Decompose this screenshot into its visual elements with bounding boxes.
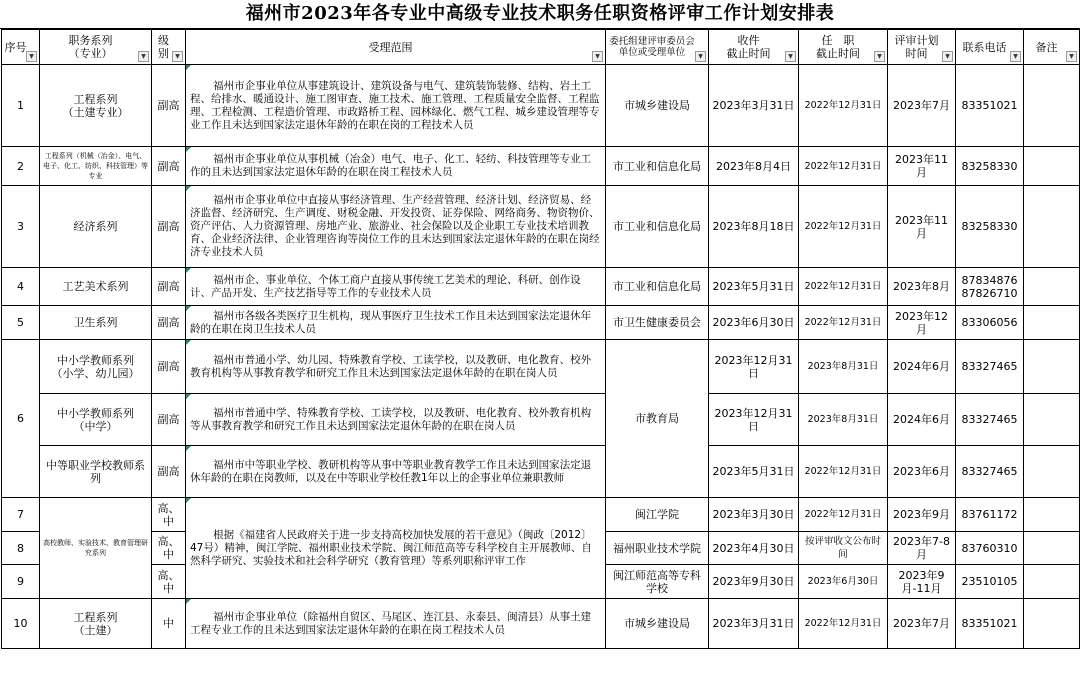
cell-unit[interactable]: 市工业和信息化局	[606, 268, 709, 306]
cell-deadline[interactable]: 2023年3月30日	[709, 498, 799, 532]
cell-seq[interactable]: 6	[2, 340, 40, 498]
cell-review[interactable]: 2024年6月	[888, 394, 956, 446]
cell-note[interactable]	[1024, 446, 1080, 498]
cell-note[interactable]	[1024, 599, 1080, 649]
cell-seq[interactable]: 3	[2, 186, 40, 268]
schedule-table	[1, 29, 1080, 649]
cell-note[interactable]	[1024, 565, 1080, 599]
cell-tenure[interactable]: 2022年12月31日	[799, 599, 888, 649]
cell-note[interactable]	[1024, 306, 1080, 340]
cell-review[interactable]: 2023年11月	[888, 147, 956, 186]
cell-deadline[interactable]: 2023年9月30日	[709, 565, 799, 599]
dropdown-arrow-icon[interactable]: ▼	[695, 51, 706, 62]
cell-phone[interactable]: 83327465	[956, 340, 1024, 394]
cell-level[interactable]: 中	[152, 599, 186, 649]
cell-scope[interactable]: 福州市企事业单位从事机械（冶金）电气、电子、化工、轻纺、科技管理等专业工作的且未达到国家法定退休年龄的在职在岗工程技术人员	[186, 147, 606, 186]
sheet-title: 福州市2023年各专业中高级专业技术职务任职资格评审工作计划安排表	[0, 0, 1080, 29]
cell-level[interactable]: 高、中	[152, 532, 186, 565]
header-unit[interactable]: 委托组建评审委员会单位或受理单位 ▼	[606, 30, 709, 65]
cell-review[interactable]: 2024年6月	[888, 340, 956, 394]
cell-unit[interactable]: 福州职业技术学院	[606, 532, 709, 565]
cell-tenure[interactable]: 2023年6月30日	[799, 565, 888, 599]
cell-note[interactable]	[1024, 394, 1080, 446]
cell-series[interactable]: 卫生系列	[40, 306, 152, 340]
cell-scope[interactable]: 福州市普通小学、幼儿园、特殊教育学校、工读学校，以及教研、电化教育、校外教育机构等从事教育教学和研究工作且未达到国家法定退休年龄的在职在岗人员	[186, 340, 606, 394]
cell-deadline[interactable]: 2023年12月31日	[709, 394, 799, 446]
cell-phone[interactable]: 83760310	[956, 532, 1024, 565]
cell-tenure[interactable]: 2022年12月31日	[799, 186, 888, 268]
cell-note[interactable]	[1024, 65, 1080, 147]
cell-unit[interactable]: 市教育局	[606, 340, 709, 498]
dropdown-arrow-icon[interactable]: ▼	[942, 51, 953, 62]
cell-unit[interactable]: 市工业和信息化局	[606, 147, 709, 186]
dropdown-arrow-icon[interactable]: ▼	[26, 51, 37, 62]
cell-review[interactable]: 2023年12月	[888, 306, 956, 340]
cell-phone[interactable]: 83327465	[956, 394, 1024, 446]
cell-deadline[interactable]: 2023年5月31日	[709, 446, 799, 498]
cell-seq[interactable]: 1	[2, 65, 40, 147]
table-row	[2, 147, 1080, 186]
cell-level[interactable]: 副高	[152, 340, 186, 394]
cell-note[interactable]	[1024, 340, 1080, 394]
cell-level[interactable]: 副高	[152, 147, 186, 186]
cell-review[interactable]: 2023年9月	[888, 498, 956, 532]
table-row	[2, 498, 1080, 532]
table-row	[2, 268, 1080, 306]
cell-level[interactable]: 副高	[152, 186, 186, 268]
cell-note[interactable]	[1024, 268, 1080, 306]
cell-tenure[interactable]: 2023年8月31日	[799, 340, 888, 394]
cell-series[interactable]: 工程系列 （土建）	[40, 599, 152, 649]
cell-tenure[interactable]: 2022年12月31日	[799, 268, 888, 306]
cell-level[interactable]: 高、中	[152, 498, 186, 532]
cell-review[interactable]: 2023年7月	[888, 599, 956, 649]
dropdown-arrow-icon[interactable]: ▼	[1066, 51, 1077, 62]
cell-seq[interactable]: 4	[2, 268, 40, 306]
cell-review[interactable]: 2023年9月-11月	[888, 565, 956, 599]
header-series[interactable]: 职务系列 （专业） ▼	[40, 30, 152, 65]
cell-scope[interactable]: 福州市普通中学、特殊教育学校、工读学校，以及教研、电化教育、校外教育机构等从事教育教学和研究工作且未达到国家法定退休年龄的在职在岗人员	[186, 394, 606, 446]
cell-phone[interactable]: 87834876 87826710	[956, 268, 1024, 306]
cell-scope[interactable]: 根据《福建省人民政府关于进一步支持高校加快发展的若干意见》（闽政〔2012〕47号）精神，闽江学院、福州职业技术学院、闽江师范高等专科学校自主开展教师、自然科学研究、实验技术和社会科学研究（教育管理）等系列职称评审工作	[186, 498, 606, 599]
cell-seq[interactable]: 9	[2, 565, 40, 599]
cell-deadline[interactable]: 2023年12月31日	[709, 340, 799, 394]
cell-deadline[interactable]: 2023年3月31日	[709, 65, 799, 147]
cell-series[interactable]: 工程系列 （土建专业）	[40, 65, 152, 147]
cell-note[interactable]	[1024, 532, 1080, 565]
cell-scope[interactable]: 福州市各级各类医疗卫生机构，现从事医疗卫生技术工作且未达到国家法定退休年龄的在职在岗卫生技术人员	[186, 306, 606, 340]
table-row	[2, 599, 1080, 649]
cell-tenure[interactable]: 2022年12月31日	[799, 65, 888, 147]
cell-tenure[interactable]: 2022年12月31日	[799, 147, 888, 186]
cell-review[interactable]: 2023年8月	[888, 268, 956, 306]
header-note[interactable]: 备注 ▼	[1024, 30, 1080, 65]
table-row	[2, 306, 1080, 340]
cell-phone[interactable]: 83351021	[956, 599, 1024, 649]
dropdown-arrow-icon[interactable]: ▼	[874, 51, 885, 62]
cell-phone[interactable]: 23510105	[956, 565, 1024, 599]
cell-unit[interactable]: 市工业和信息化局	[606, 186, 709, 268]
cell-phone[interactable]: 83306056	[956, 306, 1024, 340]
dropdown-arrow-icon[interactable]: ▼	[785, 51, 796, 62]
cell-deadline[interactable]: 2023年8月18日	[709, 186, 799, 268]
cell-scope[interactable]: 福州市中等职业学校、教研机构等从事中等职业教育教学工作且未达到国家法定退休年龄的在职在岗教师，以及在中等职业学校任教1年以上的企事业单位兼职教师	[186, 446, 606, 498]
dropdown-arrow-icon[interactable]: ▼	[1010, 51, 1021, 62]
cell-tenure[interactable]: 2022年12月31日	[799, 306, 888, 340]
cell-series[interactable]: 高校教师、实验技术、教育管理研究系列	[40, 498, 152, 599]
cell-level[interactable]: 副高	[152, 306, 186, 340]
cell-seq[interactable]: 5	[2, 306, 40, 340]
cell-review[interactable]: 2023年7月	[888, 65, 956, 147]
cell-note[interactable]	[1024, 147, 1080, 186]
cell-scope[interactable]: 福州市企、事业单位、个体工商户直接从事传统工艺美术的理论、科研、创作设计、产品开发、生产技艺指导等工作的专业技术人员	[186, 268, 606, 306]
table-row	[2, 65, 1080, 147]
cell-phone[interactable]: 83351021	[956, 65, 1024, 147]
cell-series[interactable]: 中小学教师系列 （小学、幼儿园）	[40, 340, 152, 394]
cell-deadline[interactable]: 2023年5月31日	[709, 268, 799, 306]
header-tenure[interactable]: 任 职 截止时间 ▼	[799, 30, 888, 65]
dropdown-arrow-icon[interactable]: ▼	[138, 51, 149, 62]
cell-series[interactable]: 经济系列	[40, 186, 152, 268]
cell-phone[interactable]: 83258330	[956, 186, 1024, 268]
cell-seq[interactable]: 10	[2, 599, 40, 649]
cell-deadline[interactable]: 2023年8月4日	[709, 147, 799, 186]
dropdown-arrow-icon[interactable]: ▼	[172, 51, 183, 62]
cell-phone[interactable]: 83761172	[956, 498, 1024, 532]
cell-tenure[interactable]: 2023年8月31日	[799, 394, 888, 446]
cell-scope[interactable]: 福州市企事业单位中直接从事经济管理、生产经营管理、经济计划、经济贸易、经济监督、经济研究、生产调度、财税金融、开发投资、证券保险、网络商务、物资物价、资产评估、人力资源管理、房地产业、旅游业、社会保险以及企业职工专业技术培训教育、企业经济法律、企业管理咨询等岗位工作的且未达到国家法定退休年龄的在职在岗经济专业技术人员	[186, 186, 606, 268]
cell-unit[interactable]: 市城乡建设局	[606, 599, 709, 649]
cell-level[interactable]: 副高	[152, 65, 186, 147]
cell-series[interactable]: 工程系列（机械（冶金）、电气、电子、化工、纺织、科技管理）等专业	[40, 147, 152, 186]
cell-scope[interactable]: 福州市企事业单位从事建筑设计、建筑设备与电气、建筑装饰装修、结构、岩土工程、给排水、暖通设计、施工图审查、施工技术、施工管理、工程质量安全监督、工程监理、工程检测、工程造价管理、市政路桥工程、园林绿化、燃气工程、城乡建设管理等专业工作且未达到国家法定退休年龄的在职在岗的工程技术人员	[186, 65, 606, 147]
cell-series[interactable]: 中等职业学校教师系列	[40, 446, 152, 498]
cell-scope[interactable]: 福州市企事业单位（除福州自贸区、马尾区、连江县、永泰县、闽清县）从事土建工程专业工作的且未达到国家法定退休年龄的在职在岗工程技术人员	[186, 599, 606, 649]
cell-note[interactable]	[1024, 186, 1080, 268]
cell-review[interactable]: 2023年7-8月	[888, 532, 956, 565]
table-row	[2, 394, 1080, 446]
header-scope[interactable]: 受理范围 ▼	[186, 30, 606, 65]
header-deadline[interactable]: 收件 截止时间 ▼	[709, 30, 799, 65]
cell-seq[interactable]: 2	[2, 147, 40, 186]
table-row	[2, 446, 1080, 498]
cell-tenure[interactable]: 2022年12月31日	[799, 498, 888, 532]
table-row	[2, 186, 1080, 268]
cell-seq[interactable]: 8	[2, 532, 40, 565]
cell-review[interactable]: 2023年11月	[888, 186, 956, 268]
cell-phone[interactable]: 83258330	[956, 147, 1024, 186]
table-row	[2, 340, 1080, 394]
cell-deadline[interactable]: 2023年4月30日	[709, 532, 799, 565]
cell-level[interactable]: 副高	[152, 446, 186, 498]
cell-review[interactable]: 2023年6月	[888, 446, 956, 498]
header-level[interactable]: 级别 ▼	[152, 30, 186, 65]
cell-series[interactable]: 中小学教师系列 （中学）	[40, 394, 152, 446]
cell-tenure[interactable]: 按评审收文公布时间	[799, 532, 888, 565]
cell-unit[interactable]: 市城乡建设局	[606, 65, 709, 147]
cell-tenure[interactable]: 2022年12月31日	[799, 446, 888, 498]
cell-unit[interactable]: 闽江师范高等专科学校	[606, 565, 709, 599]
cell-phone[interactable]: 83327465	[956, 446, 1024, 498]
header-review[interactable]: 评审计划 时间 ▼	[888, 30, 956, 65]
cell-deadline[interactable]: 2023年6月30日	[709, 306, 799, 340]
cell-unit[interactable]: 市卫生健康委员会	[606, 306, 709, 340]
cell-level[interactable]: 副高	[152, 268, 186, 306]
cell-series[interactable]: 工艺美术系列	[40, 268, 152, 306]
header-row	[2, 30, 1080, 65]
header-phone[interactable]: 联系电话 ▼	[956, 30, 1024, 65]
cell-seq[interactable]: 7	[2, 498, 40, 532]
cell-deadline[interactable]: 2023年3月31日	[709, 599, 799, 649]
cell-level[interactable]: 副高	[152, 394, 186, 446]
header-seq[interactable]: 序号 ▼	[2, 30, 40, 65]
dropdown-arrow-icon[interactable]: ▼	[592, 51, 603, 62]
cell-level[interactable]: 高、中	[152, 565, 186, 599]
cell-unit[interactable]: 闽江学院	[606, 498, 709, 532]
cell-note[interactable]	[1024, 498, 1080, 532]
